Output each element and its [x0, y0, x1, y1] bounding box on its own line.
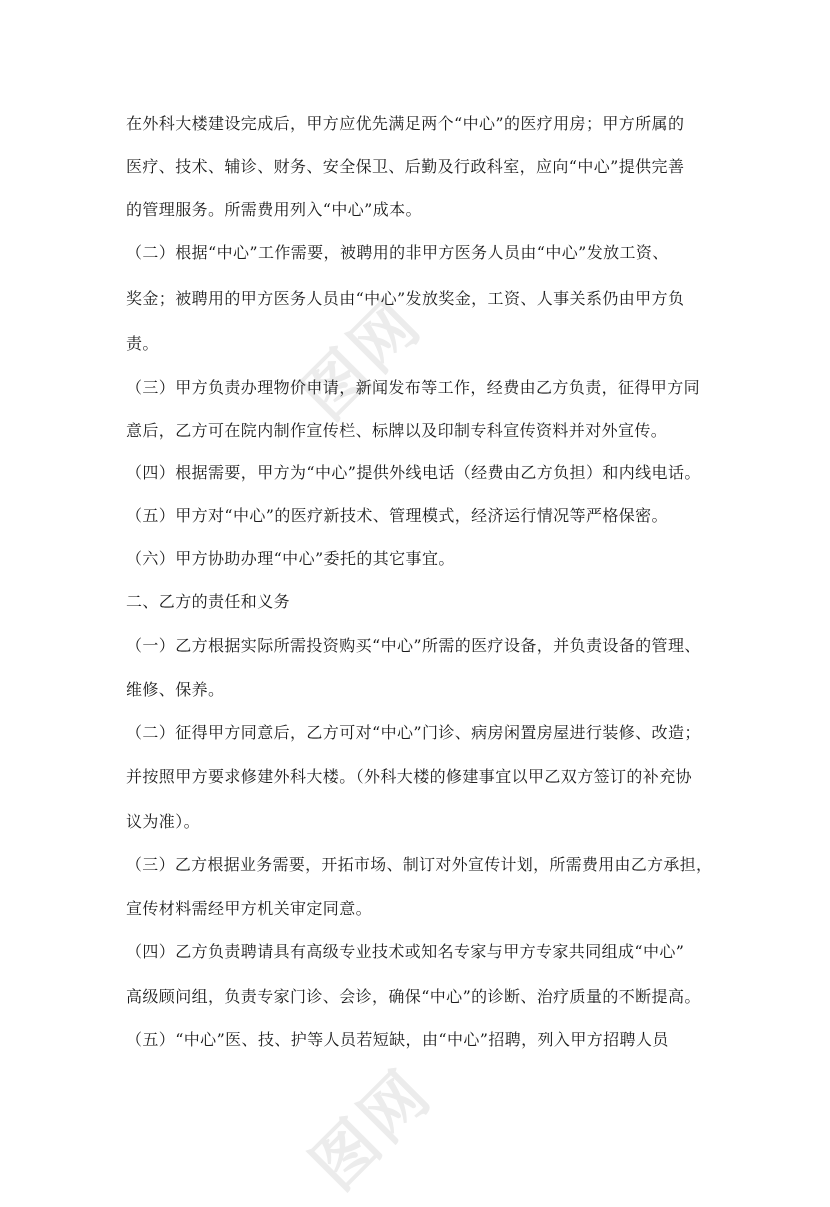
watermark: 图网 — [297, 1055, 447, 1205]
paragraph-line: （二）征得甲方同意后，乙方可对“中心”门诊、病房闲置房屋进行装修、改造； — [126, 723, 701, 742]
watermark: 图网 — [287, 285, 437, 435]
paragraph-line: （四）根据需要，甲方为“中心”提供外线电话（经费由乙方负担）和内线电话。 — [126, 463, 701, 482]
paragraph-line: 意后，乙方可在院内制作宣传栏、标牌以及印制专科宣传资料并对外宣传。 — [126, 421, 668, 440]
paragraph-line: 奖金；被聘用的甲方医务人员由“中心”发放奖金，工资、人事关系仍由甲方负 — [126, 289, 685, 308]
paragraph-line: 宣传材料需经甲方机关审定同意。 — [126, 899, 373, 918]
paragraph-line: （一）乙方根据实际所需投资购买“中心”所需的医疗设备，并负责设备的管理、 — [126, 636, 701, 655]
paragraph-line: 的管理服务。所需费用列入“中心”成本。 — [126, 200, 422, 219]
paragraph-line: 高级顾问组，负责专家门诊、会诊，确保“中心”的诊断、治疗质量的不断提高。 — [126, 987, 701, 1006]
paragraph-line: （四）乙方负责聘请具有高级专业技术或知名专家与甲方专家共同组成“中心” — [126, 942, 685, 961]
paragraph-line: 责。 — [126, 334, 159, 353]
paragraph-line: （五）甲方对“中心”的医疗新技术、管理模式，经济运行情况等严格保密。 — [126, 506, 668, 525]
paragraph-line: 维修、保养。 — [126, 680, 225, 699]
paragraph-line: 医疗、技术、辅诊、财务、安全保卫、后勤及行政科室，应向“中心”提供完善 — [126, 157, 685, 176]
paragraph-line: 议为准）。 — [126, 812, 201, 831]
paragraph-line: 并按照甲方要求修建外科大楼。（外科大楼的修建事宜以甲乙双方签订的补充协 — [126, 767, 693, 786]
paragraph-line: （五）“中心”医、技、护等人员若短缺，由“中心”招聘，列入甲方招聘人员 — [126, 1030, 669, 1049]
paragraph-line: （六）甲方协助办理“中心”委托的其它事宜。 — [126, 549, 455, 568]
paragraph-line: （二）根据“中心”工作需要，被聘用的非甲方医务人员由“中心”发放工资、 — [126, 243, 669, 262]
section-heading: 二、乙方的责任和义务 — [126, 592, 291, 611]
paragraph-line: （三）乙方根据业务需要，开拓市场、制订对外宣传计划，所需费用由乙方承担， — [126, 855, 713, 874]
paragraph-line: 在外科大楼建设完成后，甲方应优先满足两个“中心”的医疗用房；甲方所属的 — [126, 114, 685, 133]
paragraph-line: （三）甲方负责办理物价申请，新闻发布等工作，经费由乙方负责，征得甲方同 — [126, 378, 701, 397]
